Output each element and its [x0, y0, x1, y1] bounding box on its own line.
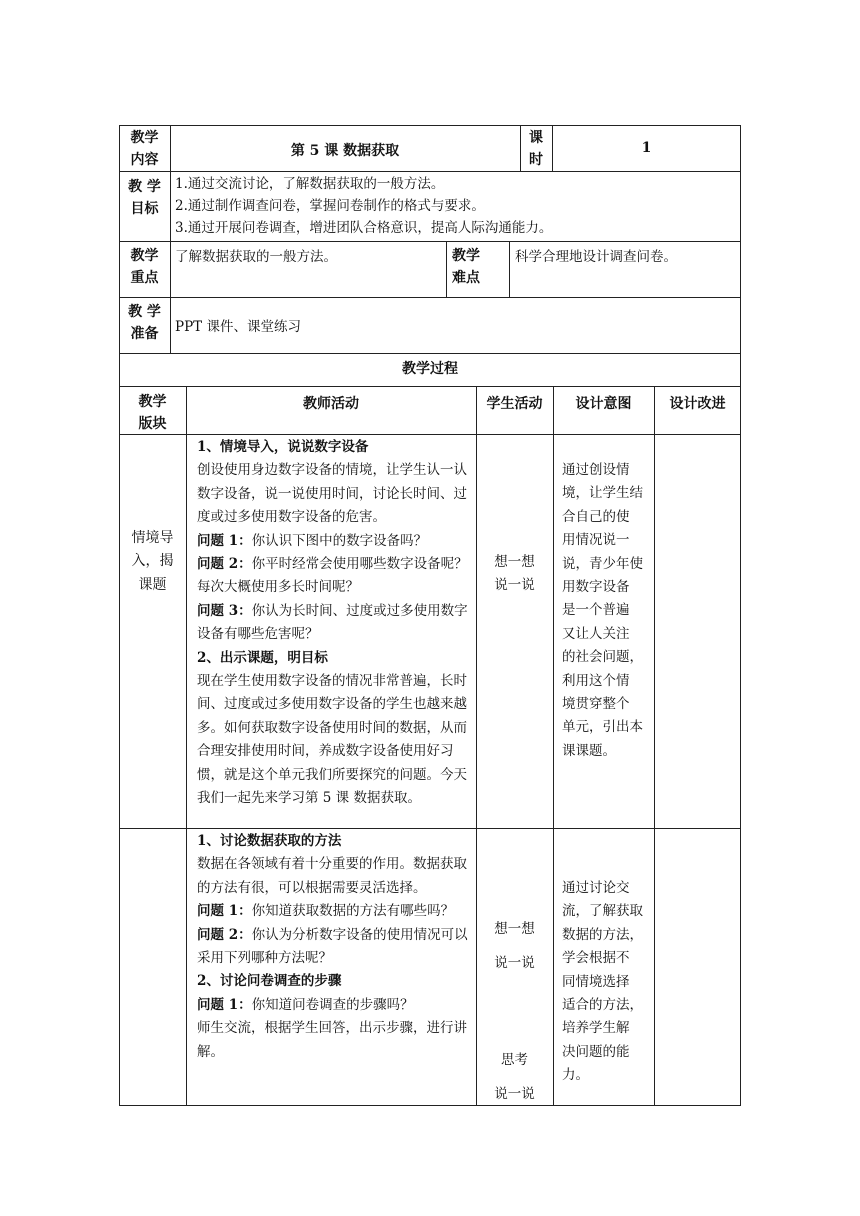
row1-design-intent: 通过创设情 境，让学生结 合自己的使 用情况说一 说，青少年使 用数字设备 是一个普遍 又让人关注 的社会问题， 利用这个情 境贯穿整个 单元，引出本 课课题。 [562, 462, 643, 759]
row2-question-3: 问题 1：你知道问卷调查的步骤吗？ [197, 996, 414, 1013]
goal-item: 3.通过开展问卷调查，增进团队合格意识，提高人际沟通能力。 [175, 220, 553, 236]
col-header-teacher: 教师活动 [303, 396, 359, 412]
row2-heading-2: 2、讨论问卷调查的步骤 [197, 973, 342, 990]
row1-student-activity: 想一想 说一说 [494, 554, 535, 594]
focus-label: 教学 重点 [130, 248, 159, 286]
row2-question-1: 问题 1：你知道获取数据的方法有哪些吗？ [197, 903, 455, 920]
row1-question-2: 问题 2：你平时经常会使用哪些数字设备呢？每次大概使用多长时间呢？ [197, 556, 468, 596]
col-header-student: 学生活动 [486, 396, 543, 412]
row2-design-intent: 通过讨论交 流，了解获取 数据的方法， 学会根据不 同情境选择 适合的方法， 培养学生解 决问题的能 力。 [562, 880, 643, 1084]
row2-paragraph-1: 数据在各领域有着十分重要的作用。数据获取的方法有很，可以根据需要灵活选择。 [197, 856, 467, 896]
row1-module: 情境导 入，揭 课题 [131, 530, 174, 593]
row1-paragraph-2: 现在学生使用数字设备的情况非常普遍，长时间、过度或过多使用数字设备的学生也越来越多。如何获取数字设备使用时间的数据，从而合理安排使用时间，养成数字设备使用好习惯，就是这个单元我们所要探究的问题。今天我们一起先来学习第 5 课 数据获取。 [197, 673, 467, 807]
row1-question-3: 问题 3：你认为长时间、过度或过多使用数字设备有哪些危害呢？ [197, 602, 468, 643]
row1-heading-1: 1、情境导入，说说数字设备 [197, 439, 369, 455]
col-header-module: 教学 版块 [138, 394, 167, 432]
row1-paragraph-1: 创设使用身边数字设备的情境，让学生认一认数字设备，说一说使用时间，讨论长时间、过度或过多使用数字设备的危害。 [197, 462, 467, 526]
prep-text: PPT 课件、课堂练习 [175, 319, 301, 335]
difficulty-label: 教学 难点 [452, 248, 480, 286]
lesson-title: 第 5 课 数据获取 [290, 143, 400, 159]
row2-question-2: 问题 2：你认为分析数字设备的使用情况可以采用下列哪种方法呢？ [197, 926, 468, 967]
row2-heading-1: 1、讨论数据获取的方法 [197, 833, 342, 849]
hours-label: 课 时 [529, 130, 543, 168]
content-label: 教学 内容 [130, 130, 159, 168]
goal-item: 1.通过交流讨论，了解数据获取的一般方法。 [175, 176, 445, 192]
row1-question-1: 问题 1：你认识下图中的数字设备吗？ [197, 532, 428, 549]
row2-paragraph-2: 师生交流，根据学生回答，出示步骤，进行讲解。 [197, 1020, 467, 1060]
hours-value: 1 [641, 140, 652, 156]
col-header-design: 设计意图 [575, 396, 632, 412]
process-title: 教学过程 [402, 361, 458, 377]
difficulty-text: 科学合理地设计调查问卷。 [515, 249, 677, 265]
prep-label: 教 学 准备 [128, 304, 161, 342]
col-header-revision: 设计改进 [669, 396, 726, 412]
row1-teacher-activity [197, 436, 469, 811]
row2-teacher-activity [197, 830, 469, 1064]
goals-list [175, 173, 735, 239]
goals-label: 教 学 目标 [128, 179, 161, 217]
row2-student-activity-1: 想一想 说一说 [494, 921, 535, 971]
focus-text: 了解数据获取的一般方法。 [175, 249, 337, 265]
row1-heading-2: 2、出示课题，明目标 [197, 649, 328, 666]
goal-item: 2.通过制作调查问卷，掌握问卷制作的格式与要求。 [175, 198, 485, 214]
row2-student-activity-2: 思考 说一说 [494, 1052, 535, 1102]
